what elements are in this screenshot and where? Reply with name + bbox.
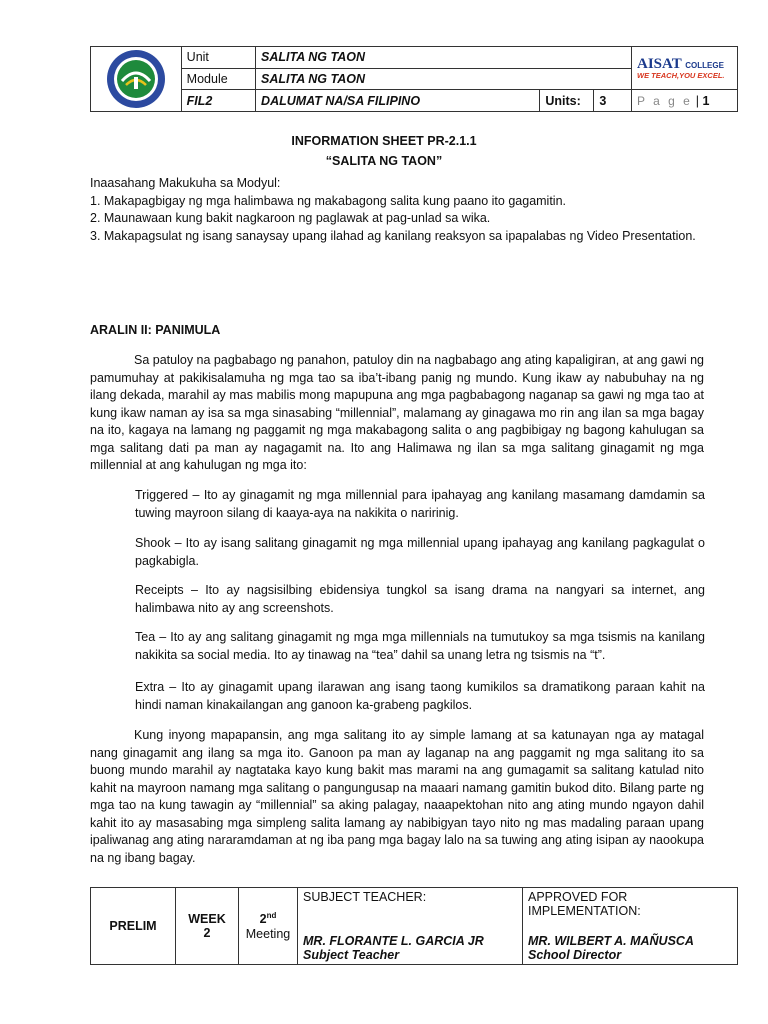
objective-item: 1. Makapagbigay ng mga halimbawa ng makabagong salita kung paano ito gagamitin. (90, 193, 567, 208)
info-sheet-subtitle: “SALITA NG TAON” (325, 154, 443, 168)
teacher-signature-block (298, 920, 523, 965)
week-cell (176, 888, 239, 965)
page-indicator: P a g e | 1 (632, 90, 738, 112)
teacher-heading: SUBJECT TEACHER: (298, 888, 523, 921)
definition-item: Shook – Ito ay isang salitang ginagamit ng mga millennial upang ipahayag ang kanilang pagkagulat o pagkabigla. (135, 536, 705, 568)
objectives-block (90, 175, 704, 245)
definition-item: Triggered – Ito ay ginagamit ng mga millennial para ipahayag ang kanilang masamang damdamin sa tuwing mayroon silang di kaaya-aya na nakikita o naririnig. (135, 488, 705, 520)
units-value: 3 (594, 90, 632, 112)
objectives-heading: Inaasahang Makukuha sa Modyul: (90, 176, 281, 190)
brand-tagline: WE TEACH,YOU EXCEL. (637, 71, 725, 81)
definition-item: Extra – Ito ay ginagamit upang ilarawan ang isang taong kumikilos sa dramatikong paraan kahit na hindi naman kinakailangan ang ganoon ka-grabeng pagkilos. (135, 680, 705, 712)
course-code: FIL2 (181, 90, 255, 112)
college-logo (632, 47, 738, 90)
page-label: P a g e (637, 93, 693, 108)
lesson-heading: ARALIN II: PANIMULA (90, 323, 221, 337)
term-cell: PRELIM (91, 888, 176, 965)
week-label: WEEK (188, 912, 226, 926)
units-label: Units: (540, 90, 594, 112)
module-value: SALITA NG TAON (256, 68, 632, 90)
teacher-name: MR. FLORANTE L. GARCIA JR (303, 934, 484, 948)
meeting-label: Meeting (245, 926, 291, 941)
school-seal-cell (91, 47, 182, 112)
meeting-cell (239, 888, 298, 965)
approver-title: School Director (528, 948, 622, 962)
week-number: 2 (203, 926, 211, 940)
module-label: Module (181, 68, 255, 90)
objective-item: 3. Makapagsulat ng isang sanaysay upang ilahad ag kanilang reaksyon sa ipapalabas ng Video Presentation. (90, 228, 696, 243)
module-header-table (90, 46, 738, 112)
brand-suffix: COLLEGE (685, 61, 724, 71)
unit-value: SALITA NG TAON (256, 47, 632, 69)
meeting-suffix: nd (266, 911, 277, 921)
intro-paragraph-block (90, 352, 704, 475)
closing-paragraph: Kung inyong mapapansin, ang mga salitang ito ay simple lamang at sa katunayan nga ay matagal nang ginagamit ang ilang sa mga ito. Ganoon pa man ay laganap na ang paggamit ng mga salitang ito sa buong mundo marahil ay nagtataka kayo kung bakit mas marami na ang gumagamit sa salitang katulad nito kahit na mayroon namang mga salitang o pangungusap na maaari namang gamitin bukod dito. Bilang parte ng mga tao na kung tawagin ay “millennial” sa aking palagay, naaapektohan nito ang ating mundo ngayon dahil kahit ito ay masasabing mga simpleng salita lamang ay nabibigyan tayo nito ng mas madaling paraan upang ipaliwanag ang ating nararamdaman at ng iba pang mga bagay lalo na sa tuwing ang ating isipan ay naookupa na ng ibang bagay. (90, 728, 704, 865)
unit-label: Unit (181, 47, 255, 69)
info-sheet-title: INFORMATION SHEET PR-2.1.1 (291, 134, 477, 148)
objective-item: 2. Maunawaan kung bakit nagkaroon ng paglawak at pag-unlad sa wika. (90, 211, 491, 225)
approver-signature-block (523, 920, 738, 965)
definition-item: Tea – Ito ay ang salitang ginagamit ng mga mga millennials na tumutukoy sa mga tsismis na kanilang nakikita sa social media. Ito ay tinawag na “tea” dahil sa unang letra ng tsismis na “t”. (135, 630, 705, 662)
teacher-title: Subject Teacher (303, 948, 400, 962)
definition-item: Receipts – Ito ay nagsisilbing ebidensiya tungkol sa isang drama na nangyari sa internet, ang halimbawa nito ay ang screenshots. (135, 583, 705, 615)
brand-name: AISAT (637, 56, 682, 73)
meeting-number: 2 (259, 912, 267, 927)
page-number: 1 (702, 93, 710, 108)
school-seal-icon (98, 47, 174, 111)
approver-name: MR. WILBERT A. MAÑUSCA (528, 934, 694, 948)
intro-paragraph: Sa patuloy na pagbabago ng panahon, patuloy din na nagbabago ang ating kapaligiran, at ang gawi ng pamumuhay at pakikisalamuha ng mga tao sa iba’t-ibang panig ng mundo. Kung ikaw ay nabubuhay na ng ilang dekada, marahil ay mas mabilis mong mapupuna ang mga pagbabagong naganap sa gawi ng mga tao at kung ikaw naman ay isa sa mga sinasabing “millennial”, malamang ay ginagawa mo rin ang ilan sa mga bagay na ito, kagaya na lamang ng paggamit ng mga makabagong salita o ang pagbibigay ng bagong kahulugan sa mga salitang dati pa man ay nagagamit na. Ito ang Halimawa ng ilan sa mga salitang ginagamit ng mga millennial at ang kahulugan ng mga ito: (90, 353, 704, 472)
approval-heading: APPROVED FOR IMPLEMENTATION: (523, 888, 738, 921)
approval-footer-table (90, 887, 738, 965)
closing-paragraph-block (90, 727, 704, 867)
course-title: DALUMAT NA/SA FILIPINO (256, 90, 540, 112)
